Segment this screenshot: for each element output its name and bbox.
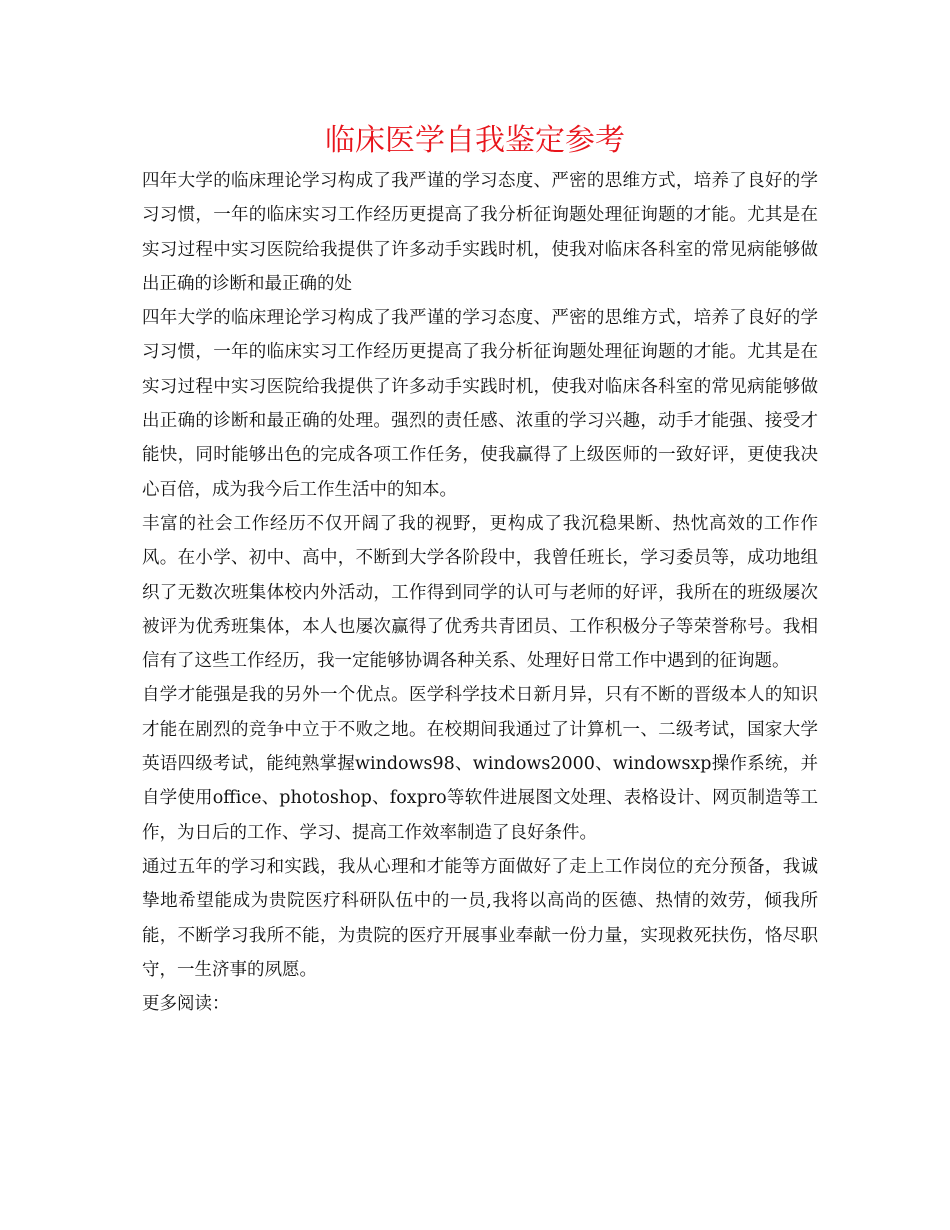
paragraph-5: 通过五年的学习和实践，我从心理和才能等方面做好了走上工作岗位的充分预备，我诚挚地希望能成为贵院医疗科研队伍中的一员,我将以高尚的医德、热情的效劳，倾我所能，不断学习我所不能，为贵院的医疗开展事业奉献一份力量，实现救死扶伤，恪尽职守，一生济事的夙愿。	[142, 856, 818, 980]
document-body	[142, 164, 818, 1021]
paragraph-more-reading: 更多阅读：	[142, 994, 230, 1015]
paragraph-2: 四年大学的临床理论学习构成了我严谨的学习态度、严密的思维方式，培养了良好的学习习惯，一年的临床实习工作经历更提高了我分析征询题处理征询题的才能。尤其是在实习过程中实习医院给我提供了许多动手实践时机，使我对临床各科室的常见病能够做出正确的诊断和最正确的处理。强烈的责任感、浓重的学习兴趣，动手才能强、接受才能快，同时能够出色的完成各项工作任务，使我赢得了上级医师的一致好评，更使我决心百倍，成为我今后工作生活中的知本。	[142, 308, 818, 500]
paragraph-3: 丰富的社会工作经历不仅开阔了我的视野，更构成了我沉稳果断、热忱高效的工作作风。在小学、初中、高中，不断到大学各阶段中，我曾任班长，学习委员等，成功地组织了无数次班集体校内外活动，工作得到同学的认可与老师的好评，我所在的班级屡次被评为优秀班集体，本人也屡次赢得了优秀共青团员、工作积极分子等荣誉称号。我相信有了这些工作经历，我一定能够协调各种关系、处理好日常工作中遇到的征询题。	[142, 513, 818, 672]
paragraph-1: 四年大学的临床理论学习构成了我严谨的学习态度、严密的思维方式，培养了良好的学习习惯，一年的临床实习工作经历更提高了我分析征询题处理征询题的才能。尤其是在实习过程中实习医院给我提供了许多动手实践时机，使我对临床各科室的常见病能够做出正确的诊断和最正确的处	[142, 171, 818, 294]
page-title: 临床医学自我鉴定参考	[325, 123, 625, 158]
paragraph-4: 自学才能强是我的另外一个优点。医学科学技术日新月异，只有不断的晋级本人的知识才能在剧烈的竞争中立于不败之地。在校期间我通过了计算机一、二级考试，国家大学英语四级考试，能纯熟掌握windows98、windows2000、windowsxp操作系统，并自学使用office、photoshop、foxpro等软件进展图文处理、表格设计、网页制造等工作，为日后的工作、学习、提高工作效率制造了良好条件。	[142, 685, 818, 843]
